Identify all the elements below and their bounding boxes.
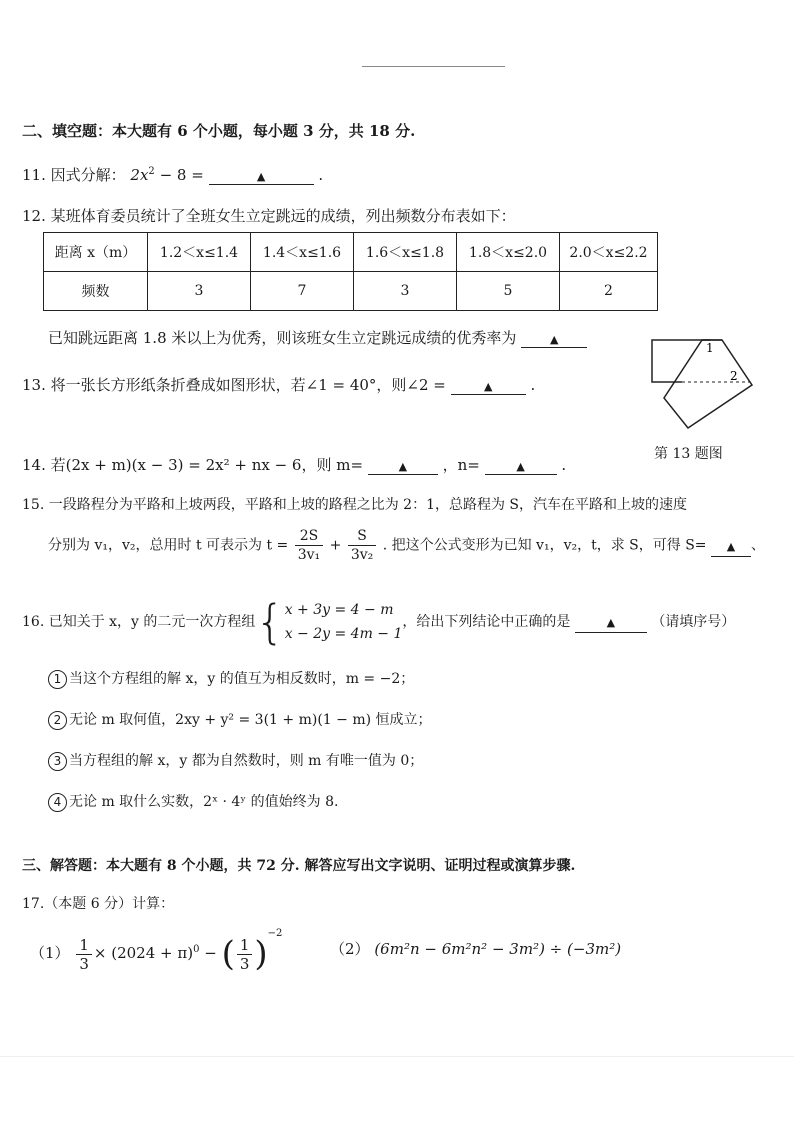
bottom-rule xyxy=(0,1056,794,1057)
q17-p1-label: （1） xyxy=(30,944,70,962)
q16-opt2-text: 无论 m 取何值，2xy + y² = 3(1 + m)(1 − m) 恒成立； xyxy=(69,712,432,728)
q16-hint: （请填序号） xyxy=(651,614,736,630)
q14-end: . xyxy=(561,456,567,474)
q15-fraction-1 xyxy=(295,527,323,564)
question-11 xyxy=(22,164,323,185)
q11-exp: 2 xyxy=(148,166,155,177)
q15-line1: 15. 一段路程分为平路和上坡两段，平路和上坡的路程之比为 2：1，总路程为 S，汽车在平路和上坡的速度 xyxy=(22,497,688,513)
circled-number-2: 2 xyxy=(48,711,67,730)
q17-part-1 xyxy=(30,928,282,974)
q17-title: 17.（本题 6 分）计算： xyxy=(22,896,175,912)
section2-heading: 二、填空题：本大题有 6 个小题，每小题 3 分，共 18 分. xyxy=(22,122,416,140)
q14-n-blank[interactable] xyxy=(485,456,557,475)
q16-suffix: ，给出下列结论中正确的是 xyxy=(402,614,571,630)
q17-p1-mid: × (2024 + π) xyxy=(93,944,194,962)
table-cell: 1.6＜x≤1.8 xyxy=(354,233,457,272)
question-14 xyxy=(22,454,566,475)
question-13 xyxy=(22,374,535,395)
q16-option-3 xyxy=(48,750,423,771)
q12-after-text: 已知跳远距离 1.8 米以上为优秀，则该班女生立定跳远成绩的优秀率为 xyxy=(48,329,517,347)
q15-fraction-2 xyxy=(348,527,376,564)
left-paren: ( xyxy=(221,934,235,974)
table-header-cell: 距离 x（m） xyxy=(44,233,148,272)
table-cell: 5 xyxy=(457,272,560,311)
table-cell: 7 xyxy=(251,272,354,311)
table-cell: 1.8＜x≤2.0 xyxy=(457,233,560,272)
q13-figure-caption: 第 13 题图 xyxy=(654,446,723,462)
question-16 xyxy=(22,595,736,649)
frac-num: 1 xyxy=(76,936,92,955)
q16-prefix: 16. 已知关于 x，y 的二元一次方程组 xyxy=(22,614,256,630)
q11-expr-b: − 8 = xyxy=(154,166,204,184)
q17-p1-fraction xyxy=(76,936,92,973)
circled-number-1: 1 xyxy=(48,670,67,689)
answer-mark-icon: ▲ xyxy=(516,460,525,473)
q16-opt1-text: 当这个方程组的解 x，y 的值互为相反数时，m = −2； xyxy=(69,671,415,687)
q17-p2-expr: (6m²n − 6m²n² − 3m²) ÷ (−3m²) xyxy=(374,940,622,958)
q16-equation-system xyxy=(285,598,403,646)
q12-answer-blank[interactable] xyxy=(521,329,587,348)
q16-answer-blank[interactable] xyxy=(575,614,647,633)
q12-intro: 12. 某班体育委员统计了全班女生立定跳远的成绩，列出频数分布表如下： xyxy=(22,207,516,225)
q14-m-blank[interactable] xyxy=(368,456,438,475)
q13-answer-blank[interactable] xyxy=(451,376,526,395)
answer-mark-icon: ▲ xyxy=(606,616,616,629)
q17-p1-fraction-2 xyxy=(237,936,253,973)
table-row xyxy=(44,272,658,311)
q11-prefix: 11. 因式分解： xyxy=(22,166,126,184)
q15-line2-a: 分别为 v₁，v₂，总用时 t 可表示为 t = xyxy=(48,537,289,554)
q16-eq1: x + 3y = 4 − m xyxy=(284,602,394,618)
q15-line2-b: . 把这个公式变形为已知 v₁，v₂，t，求 S，可得 S= xyxy=(382,537,707,554)
answer-mark-icon: ▲ xyxy=(256,170,266,183)
q14-text: 14. 若(2x + m)(x − 3) = 2x² + nx − 6，则 m= xyxy=(22,456,364,474)
q17-p1-minus: − xyxy=(204,944,217,962)
q16-option-1 xyxy=(48,668,414,689)
frequency-table xyxy=(43,232,658,311)
frac-num: 2S xyxy=(295,527,323,546)
right-paren: ) xyxy=(254,934,268,974)
q17-p1-exp: −2 xyxy=(267,928,283,939)
frac-den: 3 xyxy=(239,954,250,973)
answer-mark-icon: ▲ xyxy=(549,333,559,346)
q11-answer-blank[interactable] xyxy=(209,166,314,185)
system-brace: { xyxy=(255,595,285,649)
table-cell: 1.4＜x≤1.6 xyxy=(251,233,354,272)
circled-number-3: 3 xyxy=(48,752,67,771)
answer-mark-icon: ▲ xyxy=(398,460,408,473)
q17-part-2 xyxy=(330,938,621,959)
frac-den: 3v₁ xyxy=(297,547,321,563)
table-header-cell: 频数 xyxy=(44,272,148,311)
fig-angle-1-label: 1 xyxy=(706,341,714,355)
fig-angle-2-label: 2 xyxy=(730,369,738,383)
circled-number-4: 4 xyxy=(48,793,67,812)
q15-answer-blank[interactable] xyxy=(711,538,751,557)
q13-end: . xyxy=(530,376,536,394)
section3-heading: 三、解答题：本大题有 8 个小题，共 72 分. 解答应写出文字说明、证明过程或演算步骤. xyxy=(22,858,576,874)
table-cell: 2.0＜x≤2.2 xyxy=(560,233,658,272)
q13-text: 13. 将一张长方形纸条折叠成如图形状，若∠1 = 40°，则∠2 = xyxy=(22,376,446,394)
top-rule xyxy=(362,66,505,67)
table-cell: 3 xyxy=(148,272,251,311)
frac-den: 3 xyxy=(79,954,89,973)
q14-mid: ，n= xyxy=(442,456,480,474)
q16-opt3-text: 当方程组的解 x，y 都为自然数时，则 m 有唯一值为 0； xyxy=(69,753,424,769)
q16-option-2 xyxy=(48,709,432,730)
q15-line2 xyxy=(48,527,765,564)
q16-eq2: x − 2y = 4m − 1 xyxy=(284,626,403,642)
frac-num: 1 xyxy=(237,936,253,955)
frac-num: S xyxy=(348,527,376,546)
answer-mark-icon: ▲ xyxy=(726,539,736,553)
table-cell: 2 xyxy=(560,272,658,311)
q15-plus: + xyxy=(329,537,342,554)
table-cell: 3 xyxy=(354,272,457,311)
q17-p2-label: （2） xyxy=(330,940,370,958)
q13-folded-strip-figure xyxy=(640,330,770,435)
table-cell: 1.2＜x≤1.4 xyxy=(148,233,251,272)
q15-end: 、 xyxy=(751,537,765,554)
q17-p1-exp0: 0 xyxy=(193,944,200,955)
q11-expr: 2x xyxy=(130,166,149,184)
q12-after xyxy=(48,327,587,348)
q16-option-4 xyxy=(48,791,338,812)
answer-mark-icon: ▲ xyxy=(483,380,493,393)
table-row xyxy=(44,233,658,272)
q16-opt4-text: 无论 m 取什么实数，2ˣ · 4ʸ 的值始终为 8. xyxy=(69,794,339,810)
frac-den: 3v₂ xyxy=(350,547,374,563)
q11-end: . xyxy=(318,166,324,184)
